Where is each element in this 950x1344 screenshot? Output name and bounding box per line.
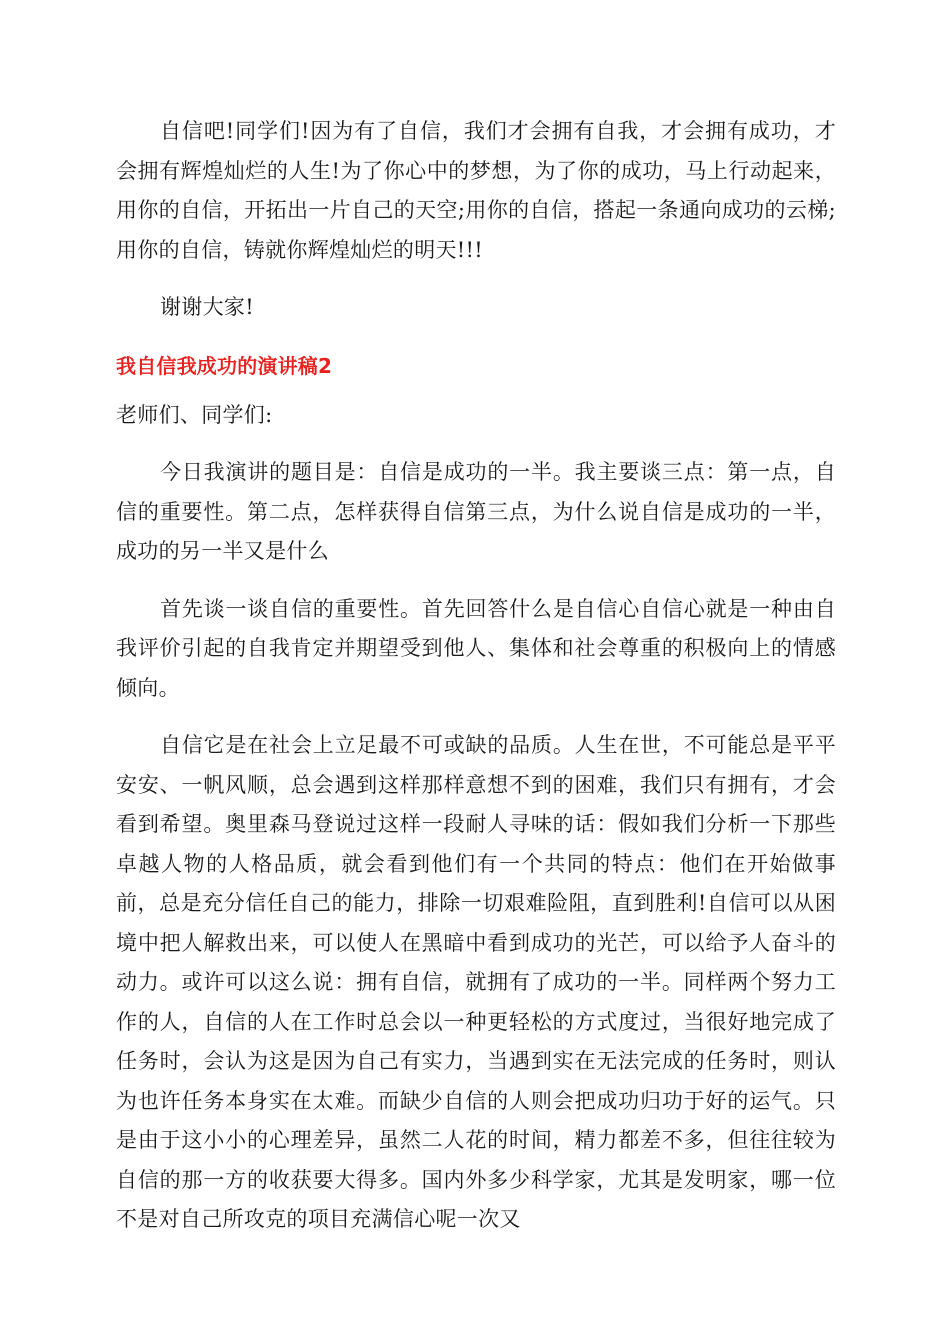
paragraph-importance: 首先谈一谈自信的重要性。首先回答什么是自信心自信心就是一种由自我评价引起的自我肯定并期望受到他人、集体和社会尊重的积极向上的情感倾向。 <box>116 596 836 700</box>
paragraph-thanks: 谢谢大家! <box>160 295 254 319</box>
paragraph-topic: 今日我演讲的题目是：自信是成功的一半。我主要谈三点：第一点，自信的重要性。第二点，怎样获得自信第三点，为什么说自信是成功的一半，成功的另一半又是什么 <box>116 460 836 563</box>
paragraph-quality: 自信它是在社会上立足最不可或缺的品质。人生在世，不可能总是平平安安、一帆风顺，总会遇到这样那样意想不到的困难，我们只有拥有，才会看到希望。奥里森马登说过这样一段耐人寻味的话：假如我们分析一下那些卓越人物的人格品质，就会看到他们有一个共同的特点：他们在开始做事前，总是充分信任自己的能力，排除一切艰难险阻，直到胜利!自信可以从困境中把人解救出来，可以使人在黑暗中看到成功的光芒，可以给予人奋斗的动力。或许可以这么说：拥有自信，就拥有了成功的一半。同样两个努力工作的人，自信的人在工作时总会以一种更轻松的方式度过，当很好地完成了任务时，会认为这是因为自己有实力，当遇到实在无法完成的任务时，则认为也许任务本身实在太难。而缺少自信的人则会把成功归功于好的运气。只是由于这小小的心理差异，虽然二人花的时间，精力都差不多，但往往较为自信的那一方的收获要大得多。国内外多少科学家，尤其是发明家，哪一位不是对自己所攻克的项目充满信心呢一次又 <box>116 733 836 1231</box>
greeting-line: 老师们、同学们: <box>116 402 273 427</box>
document-body <box>116 112 836 1258</box>
section-heading: 我自信我成功的演讲稿2 <box>116 353 333 378</box>
paragraph-closing-exhortation: 自信吧!同学们!因为有了自信，我们才会拥有自我，才会拥有成功，才会拥有辉煌灿烂的人生!为了你心中的梦想，为了你的成功，马上行动起来，用你的自信，开拓出一片自己的天空;用你的自信，搭起一条通向成功的云梯;用你的自信，铸就你辉煌灿烂的明天!!! <box>116 119 836 262</box>
